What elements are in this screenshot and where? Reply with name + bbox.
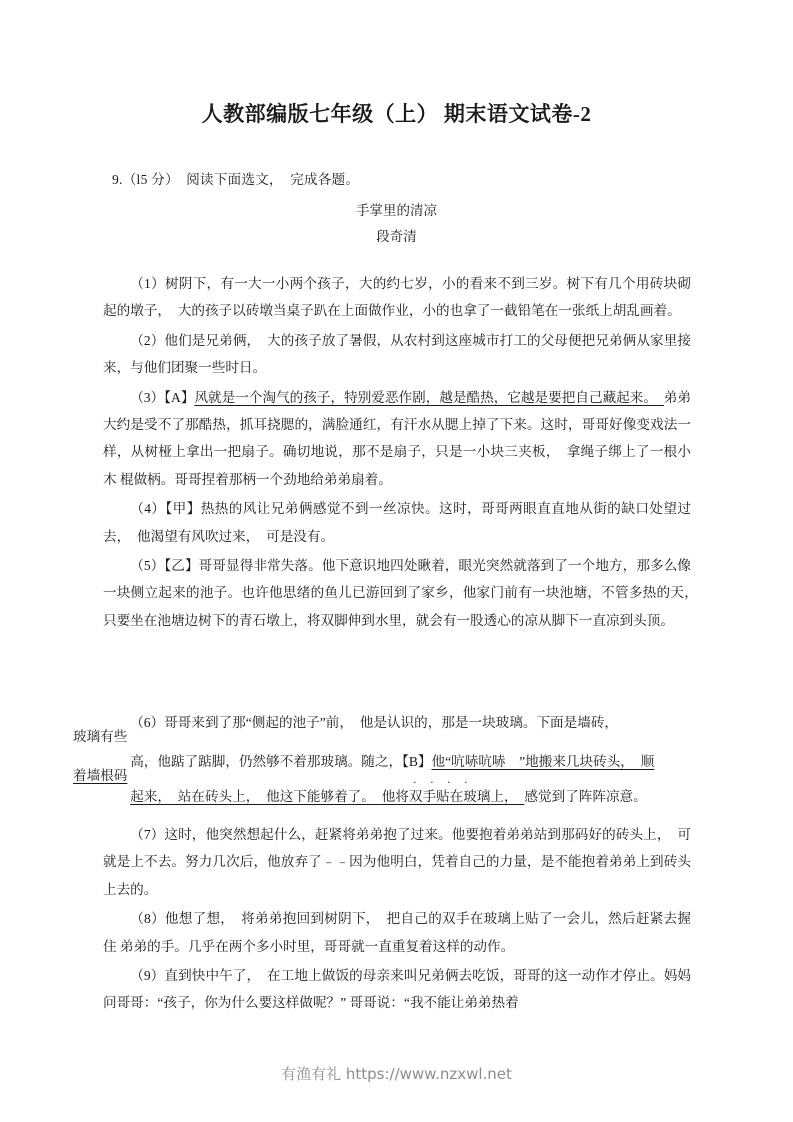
paragraph-9: （9）直到快中午了， 在工地上做饭的母亲来叫兄弟俩去吃饭，哥哥的这一动作才停止。妈妈 问哥哥：“孩子，你为什么要这样做呢？” 哥哥说：“我不能让弟弟热着 — [103, 968, 691, 1011]
paragraph-6-line-3 — [103, 783, 691, 810]
footer-watermark: 有渔有礼 https://www.nzxwl.net — [281, 1065, 512, 1083]
paragraph-6-line-2 — [103, 748, 691, 775]
paragraph-2: （2）他们是兄弟俩， 大的孩子放了暑假，从农村到这座城市打工的父母便把兄弟俩从家里接 来，与他们团聚一些时日。 — [103, 332, 691, 376]
underlined-passage-a: 风就是一个淘气的孩子，特别爱恶作剧，越是酷热，它越是要把自己藏起来。 — [194, 389, 664, 405]
underlined-passage-b: 他“吭哧吭哧 ”地搬来几块砖头， 顺 — [431, 754, 655, 769]
question-stem: 9.（l5 分） 阅读下面选文， 完成各题。 — [112, 172, 360, 187]
paragraph-8: （8）他想了想， 将弟弟抱回到树阴下， 把自己的双手在玻璃上贴了一会儿，然后赶紧去握住 弟弟的手。几乎在两个多小时里，哥哥就一直重复着这样的动作。 — [103, 911, 691, 954]
paragraph-6 — [73, 709, 691, 744]
page-title: 人教部编版七年级（上） 期末语文试卷-2 — [201, 102, 592, 126]
paragraph-3 — [103, 384, 705, 494]
paragraph-6-cont-2 — [103, 783, 691, 810]
underlined-passage-b-cont: 起来， 站在砖头上， 他这下能够着了。 — [130, 789, 382, 804]
article-title: 手掌里的清凉 — [356, 203, 437, 218]
dotted-emphasis-phrase: · · · · 他将双手贴在玻璃上， — [382, 789, 525, 804]
article-author: 段奇清 — [376, 229, 417, 244]
article-body-2 — [103, 821, 691, 1019]
paragraph-6-cont — [73, 748, 691, 783]
paragraph-6-overflow-1: 玻璃有些 — [73, 729, 128, 744]
paragraph-5: （5）【乙】哥哥显得非常失落。他下意识地四处瞅着，眼光突然就落到了一个地方，那多么像 一块侧立起来的池子。也许他思绪的鱼儿已游回到了家乡，他家门前有一块池塘，不管多热的天， 只要坐在池塘边树下的青石墩上，将双脚伸到水里，就会有一股透心的凉从脚下一直凉到头顶。 — [103, 558, 705, 628]
paragraph-1: （1）树阴下，有一大一小两个孩子，大的约七岁，小的看来不到三岁。树下有几个用砖块砌 起的墩子， 大的孩子以砖墩当桌子趴在上面做作业，小的也拿了一截铅笔在一张纸上胡乱画着。 — [103, 276, 691, 319]
marker-a: （3）【A】 — [130, 389, 195, 405]
paragraph-6-line-2-plain: 高，他踮了踮脚，仍然够不着那玻璃。随之，【B】 — [130, 754, 432, 769]
paragraph-7: （7）这时，他突然想起什么，赶紧将弟弟抱了过来。他要抱着弟弟站到那码好的砖头上， 可 就是上不去。努力几次后，他放弃了﹣﹣因为他明白，凭着自己的力量，是不能抱着弟弟上到砖头 上去的。 — [103, 827, 691, 897]
paragraph-6-line-1: （6）哥哥来到了那“侧起的池子”前， 他是认识的，那是一块玻璃。下面是墙砖， — [130, 715, 619, 730]
paragraph-3-rest: 弟弟 大约是受不了那酷热，抓耳挠腮的，满脸通红，有汗水从腮上掉了下来。这时，哥哥好像变戏法一 样，从树桠上拿出一把扇子。确切地说，那不是扇子，只是一小块三夹板， 拿绳子绑上了一根小木 棍做柄。哥哥捏着那柄一个劲地给弟弟扇着。 — [103, 389, 705, 487]
paragraph-4: （4）【甲】热热的风让兄弟俩感觉不到一丝凉快。这时，哥哥两眼直直地从街的缺口处望过去， 他渴望有风吹过来， 可是没有。 — [103, 501, 691, 544]
paragraph-6-overflow-2: 着墙根码 — [73, 768, 128, 783]
paragraph-6-line-3-tail: 感觉到了阵阵凉意。 — [524, 789, 647, 804]
article-body — [103, 270, 705, 636]
